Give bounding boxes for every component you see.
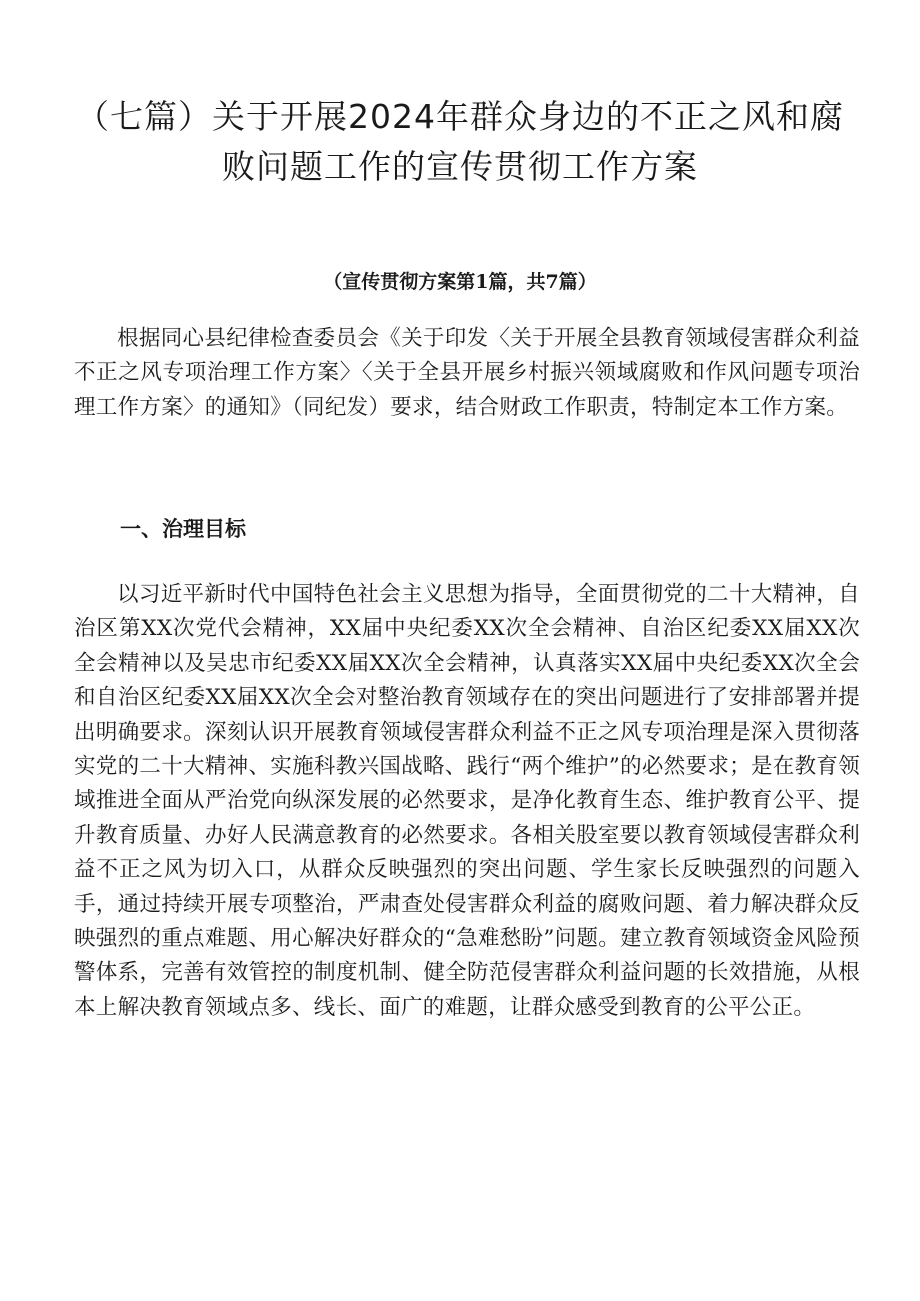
intro-paragraph: 根据同心县纪律检查委员会《关于印发〈关于开展全县教育领域侵害群众利益不正之风专项治理工作方案〉〈关于全县开展乡村振兴领域腐败和作风问题专项治理工作方案〉的通知》（同纪发）要求，结合财政工作职责，特制定本工作方案。 — [74, 326, 860, 420]
section-heading-goals: 一、治理目标 — [120, 517, 246, 541]
document-title — [60, 92, 860, 192]
goals-paragraph: 以习近平新时代中国特色社会主义思想为指导，全面贯彻党的二十大精神，自治区第XX次党代会精神，XX届中央纪委XX次全会精神、自治区纪委XX届XX次全会精神以及吴忠市纪委XX届XX次全会精神，认真落实XX届中央纪委XX次全会和自治区纪委XX届XX次全会对整治教育领域存在的突出问题进行了安排部署并提出明确要求。深刻认识开展教育领域侵害群众利益不正之风专项治理是深入贯彻落实党的二十大精神、实施科教兴国战略、践行“两个维护”的必然要求；是在教育领域推进全面从严治党向纵深发展的必然要求，是净化教育生态、维护教育公平、提升教育质量、办好人民满意教育的必然要求。各相关股室要以教育领域侵害群众利益不正之风为切入口，从群众反映强烈的突出问题、学生家长反映强烈的问题入手，通过持续开展专项整治，严肃查处侵害群众利益的腐败问题、着力解决群众反映强烈的重点难题、用心解决好群众的“急难愁盼”问题。建立教育领域资金风险预警体系，完善有效管控的制度机制、健全防范侵害群众利益问题的长效措施，从根本上解决教育领域点多、线长、面广的难题，让群众感受到教育的公平公正。 — [74, 582, 860, 1020]
title-line-2: 败问题工作的宣传贯彻工作方案 — [222, 147, 698, 186]
title-line-1: （七篇）关于开展2024年群众身边的不正之风和腐 — [76, 97, 844, 136]
document-subtitle: （宣传贯彻方案第1篇，共7篇） — [323, 271, 597, 293]
